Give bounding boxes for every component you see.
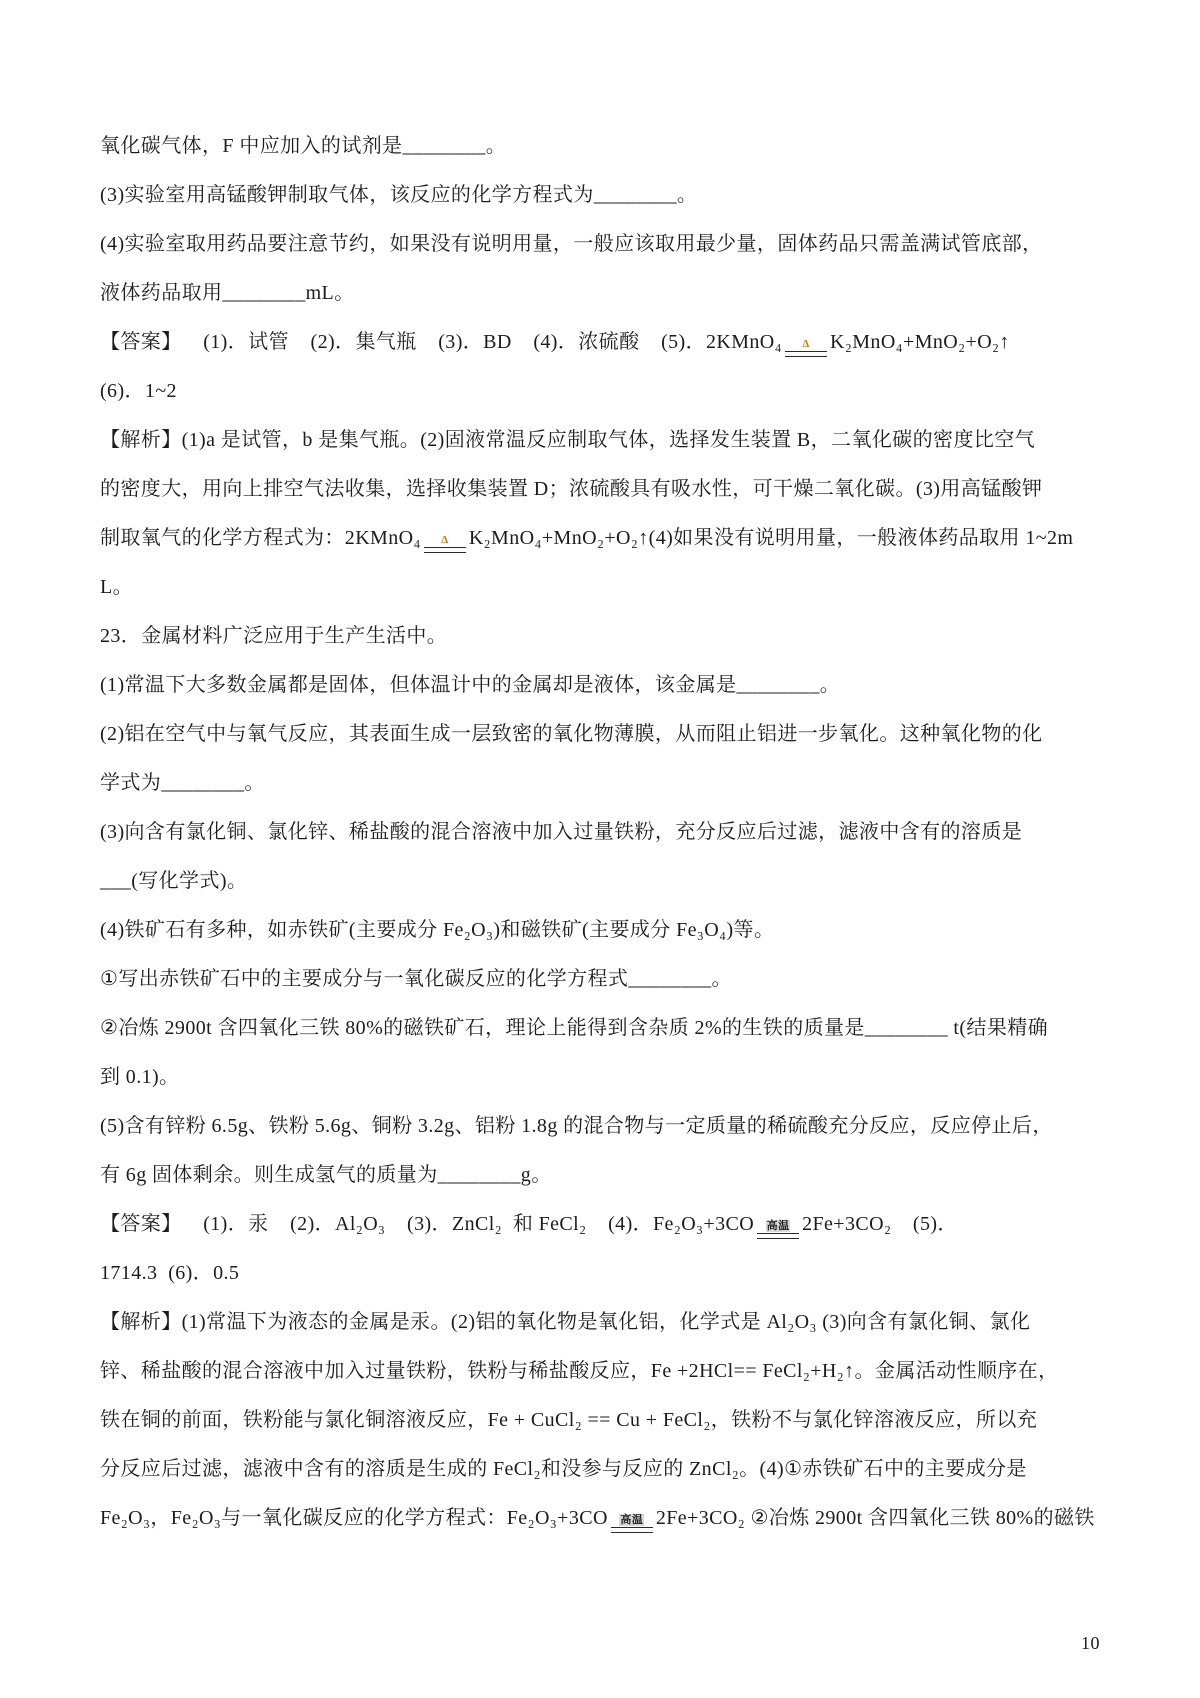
analysis-line-q23-4: 分反应后过滤，滤液中含有的溶质是生成的 FeCl₂和没参与反应的 ZnCl₂。(4)①赤铁矿石中的主要成分是	[100, 1458, 1027, 1480]
answer-line-q23-cont: 1714.3 (6)．0.5	[100, 1262, 240, 1284]
analysis-line-q22-2: 的密度大，用向上排空气法收集，选择收集装置 D；浓硫酸具有吸水性，可干燥二氧化碳。(3)用高锰酸钾	[100, 478, 1043, 500]
question-23-part4-sub2-line: ②冶炼 2900t 含四氧化三铁 80%的磁铁矿石，理论上能得到含杂质 2%的生铁的质量是________ t(结果精确	[100, 1017, 1049, 1039]
question-23-part2-line2: 学式为________。	[100, 772, 265, 794]
equals-double-line	[424, 547, 466, 553]
document-body	[100, 122, 1104, 1543]
question-23-part2-line: (2)铝在空气中与氧气反应，其表面生成一层致密的氧化物薄膜，从而阻止铝进一步氧化。这种氧化物的化	[100, 723, 1043, 745]
reaction-condition-high-temp	[611, 1514, 653, 1533]
answer-text-pre: 【答案】 (1)．试管 (2)．集气瓶 (3)．BD (4)．浓硫酸 (5)．2KMnO₄	[100, 331, 783, 353]
question-22-continuation-line: 氧化碳气体，F 中应加入的试剂是________。	[100, 135, 507, 157]
equals-double-line	[785, 351, 827, 357]
reaction-condition-delta	[785, 338, 827, 357]
question-23-part4-sub2-line2: 到 0.1)。	[100, 1066, 180, 1088]
answer-text-post: K₂MnO₄+MnO₂+O₂↑	[830, 331, 1010, 353]
question-23-part3-line: (3)向含有氯化铜、氯化锌、稀盐酸的混合溶液中加入过量铁粉，充分反应后过滤，滤液中含有的溶质是	[100, 821, 1023, 843]
answer-text-post: 2Fe+3CO₂ (5)．	[802, 1213, 958, 1235]
equals-double-line	[757, 1233, 799, 1239]
question-23-part5-line2: 有 6g 固体剩余。则生成氢气的质量为________g。	[100, 1164, 552, 1186]
answer-line-q23	[100, 1200, 1104, 1249]
question-23-part5-line: (5)含有锌粉 6.5g、铁粉 5.6g、铜粉 3.2g、铝粉 1.8g 的混合物与一定质量的稀硫酸充分反应，反应停止后，	[100, 1115, 1053, 1137]
question-23-part4-sub1-line: ①写出赤铁矿石中的主要成分与一氧化碳反应的化学方程式________。	[100, 968, 732, 990]
analysis-line-q23-2: 锌、稀盐酸的混合溶液中加入过量铁粉，铁粉与稀盐酸反应，Fe +2HCl== FeCl₂+H₂↑。金属活动性顺序在，	[100, 1360, 1059, 1382]
equals-double-line	[611, 1527, 653, 1533]
high-temp-condition-label: 高温	[620, 1514, 644, 1526]
reaction-condition-delta	[424, 534, 466, 553]
analysis-line-q22-1: 【解析】(1)a 是试管，b 是集气瓶。(2)固液常温反应制取气体，选择发生装置 B，二氧化碳的密度比空气	[100, 429, 1036, 451]
analysis-text-pre: Fe₂O₃，Fe₂O₃与一氧化碳反应的化学方程式：Fe₂O₃+3CO	[100, 1507, 608, 1529]
reaction-condition-high-temp	[757, 1220, 799, 1239]
question-23-part1-line: (1)常温下大多数金属都是固体，但体温计中的金属却是液体，该金属是________。	[100, 674, 841, 696]
analysis-text-post: K₂MnO₄+MnO₂+O₂↑(4)如果没有说明用量，一般液体药品取用 1~2mL。	[100, 527, 1074, 598]
analysis-line-q23-3: 铁在铜的前面，铁粉能与氯化铜溶液反应，Fe + CuCl₂ == Cu + FeCl₂，铁粉不与氯化锌溶液反应，所以充	[100, 1409, 1038, 1431]
question-23-part4-line: (4)铁矿石有多种，如赤铁矿(主要成分 Fe₂O₃)和磁铁矿(主要成分 Fe₃O₄)等。	[100, 919, 775, 941]
page-number: 10	[1081, 1633, 1100, 1653]
answer-line-q22	[100, 318, 1104, 367]
question-22-part3-line: (3)实验室用高锰酸钾制取气体，该反应的化学方程式为________。	[100, 184, 698, 206]
delta-condition-label: Δ	[802, 338, 810, 350]
analysis-line-q23-1: 【解析】(1)常温下为液态的金属是汞。(2)铝的氧化物是氧化铝，化学式是 Al₂O₃ (3)向含有氯化铜、氯化	[100, 1311, 1031, 1333]
high-temp-condition-label: 高温	[766, 1220, 790, 1232]
question-22-part4-line: (4)实验室取用药品要注意节约，如果没有说明用量，一般应该取用最少量，固体药品只需盖满试管底部，	[100, 233, 1043, 255]
answer-text-pre: 【答案】 (1)．汞 (2)．Al₂O₃ (3)．ZnCl₂ 和 FeCl₂ (4)．Fe₂O₃+3CO	[100, 1213, 755, 1235]
delta-condition-label: Δ	[441, 534, 449, 546]
analysis-text-pre: 制取氧气的化学方程式为：2KMnO₄	[100, 527, 421, 549]
analysis-line-q22-3	[100, 514, 1104, 612]
question-23-title: 23．金属材料广泛应用于生产生活中。	[100, 625, 448, 647]
analysis-text-post: 2Fe+3CO₂ ②冶炼 2900t 含四氧化三铁 80%的磁铁	[655, 1507, 1095, 1529]
analysis-line-q23-5	[100, 1494, 1104, 1543]
answer-line-q22-cont: (6)．1~2	[100, 380, 177, 402]
question-22-part4-line2: 液体药品取用________mL。	[100, 282, 355, 304]
question-23-part3-line2: ___(写化学式)。	[100, 870, 248, 892]
